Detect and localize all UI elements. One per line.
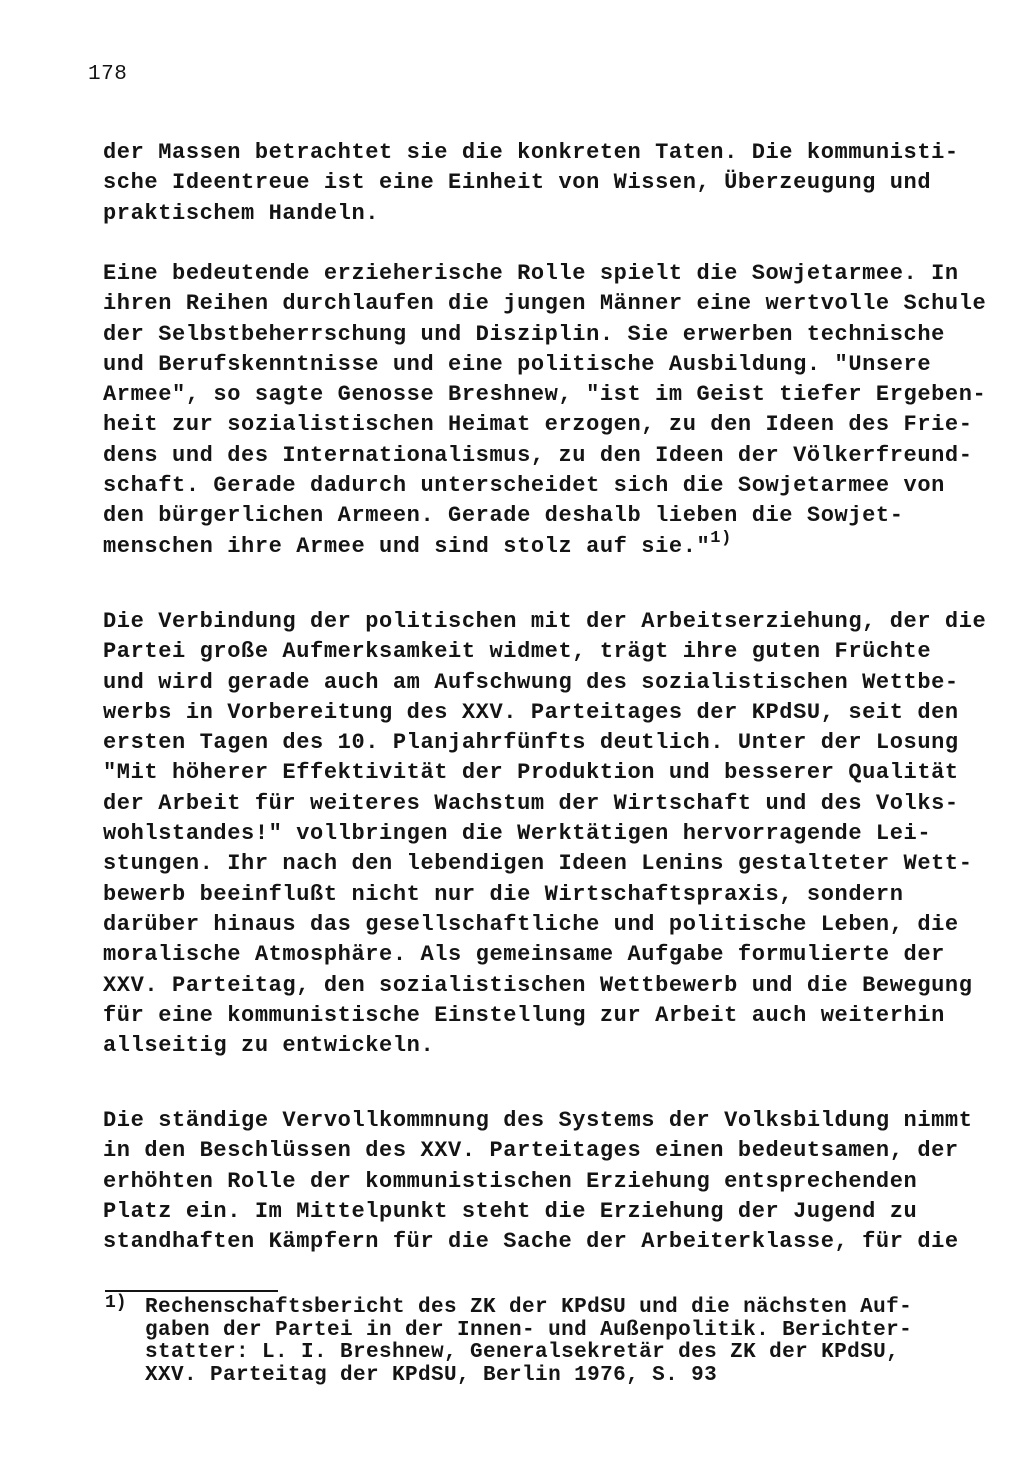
text-line: "Mit höherer Effektivität der Produktion und besserer Qualität xyxy=(103,760,959,786)
text-line: erhöhten Rolle der kommunistischen Erziehung entsprechenden xyxy=(103,1168,918,1194)
text-line: XXV. Parteitag, den sozialistischen Wettbewerb und die Bewegung xyxy=(103,972,973,998)
text-line: wohlstandes!" vollbringen die Werktätigen hervorragende Lei- xyxy=(103,821,932,847)
text-line: der Selbstbeherrschung und Disziplin. Sie erwerben technische xyxy=(103,321,945,347)
text-line: praktischem Handeln. xyxy=(103,200,380,226)
paragraph-2 xyxy=(103,259,987,562)
text-line: für eine kommunistische Einstellung zur Arbeit auch weiterhin xyxy=(103,1002,945,1028)
text-line: in den Beschlüssen des XXV. Parteitages einen bedeutsamen, der xyxy=(103,1138,959,1164)
text-line: moralische Atmosphäre. Als gemeinsame Aufgabe formulierte der xyxy=(103,942,945,968)
footnote-body xyxy=(145,1297,925,1387)
text-line: ihren Reihen durchlaufen die jungen Männer eine wertvolle Schule xyxy=(103,291,987,317)
paragraph-1 xyxy=(103,138,959,229)
text-line: Die ständige Vervollkommnung des Systems der Volksbildung nimmt xyxy=(103,1108,973,1133)
text-line: heit zur sozialistischen Heimat erzogen, zu den Ideen des Frie- xyxy=(103,412,973,438)
text-line-with-footnote xyxy=(103,528,923,562)
text-line: Die Verbindung der politischen mit der Arbeitserziehung, der die xyxy=(103,609,987,634)
text-line: dens und des Internationalismus, zu den Ideen der Völkerfreund- xyxy=(103,442,973,468)
text-line: stungen. Ihr nach den lebendigen Ideen Lenins gestalteter Wett- xyxy=(103,851,973,877)
text-line: ersten Tagen des 10. Planjahrfünfts deutlich. Unter der Losung xyxy=(103,730,959,756)
text-line: standhaften Kämpfern für die Sache der Arbeiterklasse, für die xyxy=(103,1229,959,1255)
text-line: der Arbeit für weiteres Wachstum der Wirtschaft und des Volks- xyxy=(103,790,959,816)
text-line: Partei große Aufmerksamkeit widmet, trägt ihre guten Früchte xyxy=(103,639,932,665)
paragraph-4 xyxy=(103,1106,973,1257)
text-line: bewerb beeinflußt nicht nur die Wirtschaftspraxis, sondern xyxy=(103,881,904,907)
text-line: menschen ihre Armee und sind stolz auf sie." xyxy=(103,533,711,559)
text-line: der Massen betrachtet sie die konkreten Taten. Die kommunisti- xyxy=(103,140,959,165)
page-number: 178 xyxy=(88,63,128,86)
text-line: sche Ideentreue ist eine Einheit von Wissen, Überzeugung und xyxy=(103,170,932,196)
text-line: Eine bedeutende erzieherische Rolle spielt die Sowjetarmee. In xyxy=(103,261,959,286)
text-line: Armee", so sagte Genosse Breshnew, "ist im Geist tiefer Ergeben- xyxy=(103,382,987,408)
text-line: und wird gerade auch am Aufschwung des sozialistischen Wettbe- xyxy=(103,669,959,695)
footnote-line: statter: L. I. Breshnew, Generalsekretär des ZK der KPdSU, xyxy=(145,1341,900,1364)
footnote-line: XXV. Parteitag der KPdSU, Berlin 1976, S. 93 xyxy=(145,1363,718,1387)
paragraph-3 xyxy=(103,607,987,1061)
text-line: und Berufskenntnisse und eine politische Ausbildung. "Unsere xyxy=(103,351,932,377)
footnote-marker: 1) xyxy=(105,1293,127,1313)
text-line: werbs in Vorbereitung des XXV. Parteitages der KPdSU, seit den xyxy=(103,699,959,725)
footnote-separator xyxy=(105,1290,278,1292)
footnote-reference: 1) xyxy=(710,528,732,548)
text-line: schaft. Gerade dadurch unterscheidet sich die Sowjetarmee von xyxy=(103,473,945,499)
text-line: darüber hinaus das gesellschaftliche und politische Leben, die xyxy=(103,911,959,937)
text-line: Platz ein. Im Mittelpunkt steht die Erziehung der Jugend zu xyxy=(103,1198,918,1224)
text-line: den bürgerlichen Armeen. Gerade deshalb lieben die Sowjet- xyxy=(103,503,904,529)
footnote-line: Rechenschaftsbericht des ZK der KPdSU und die nächsten Auf- xyxy=(145,1296,913,1319)
footnote-line: gaben der Partei in der Innen- und Außenpolitik. Berichter- xyxy=(145,1318,913,1342)
text-line: allseitig zu entwickeln. xyxy=(103,1033,435,1059)
